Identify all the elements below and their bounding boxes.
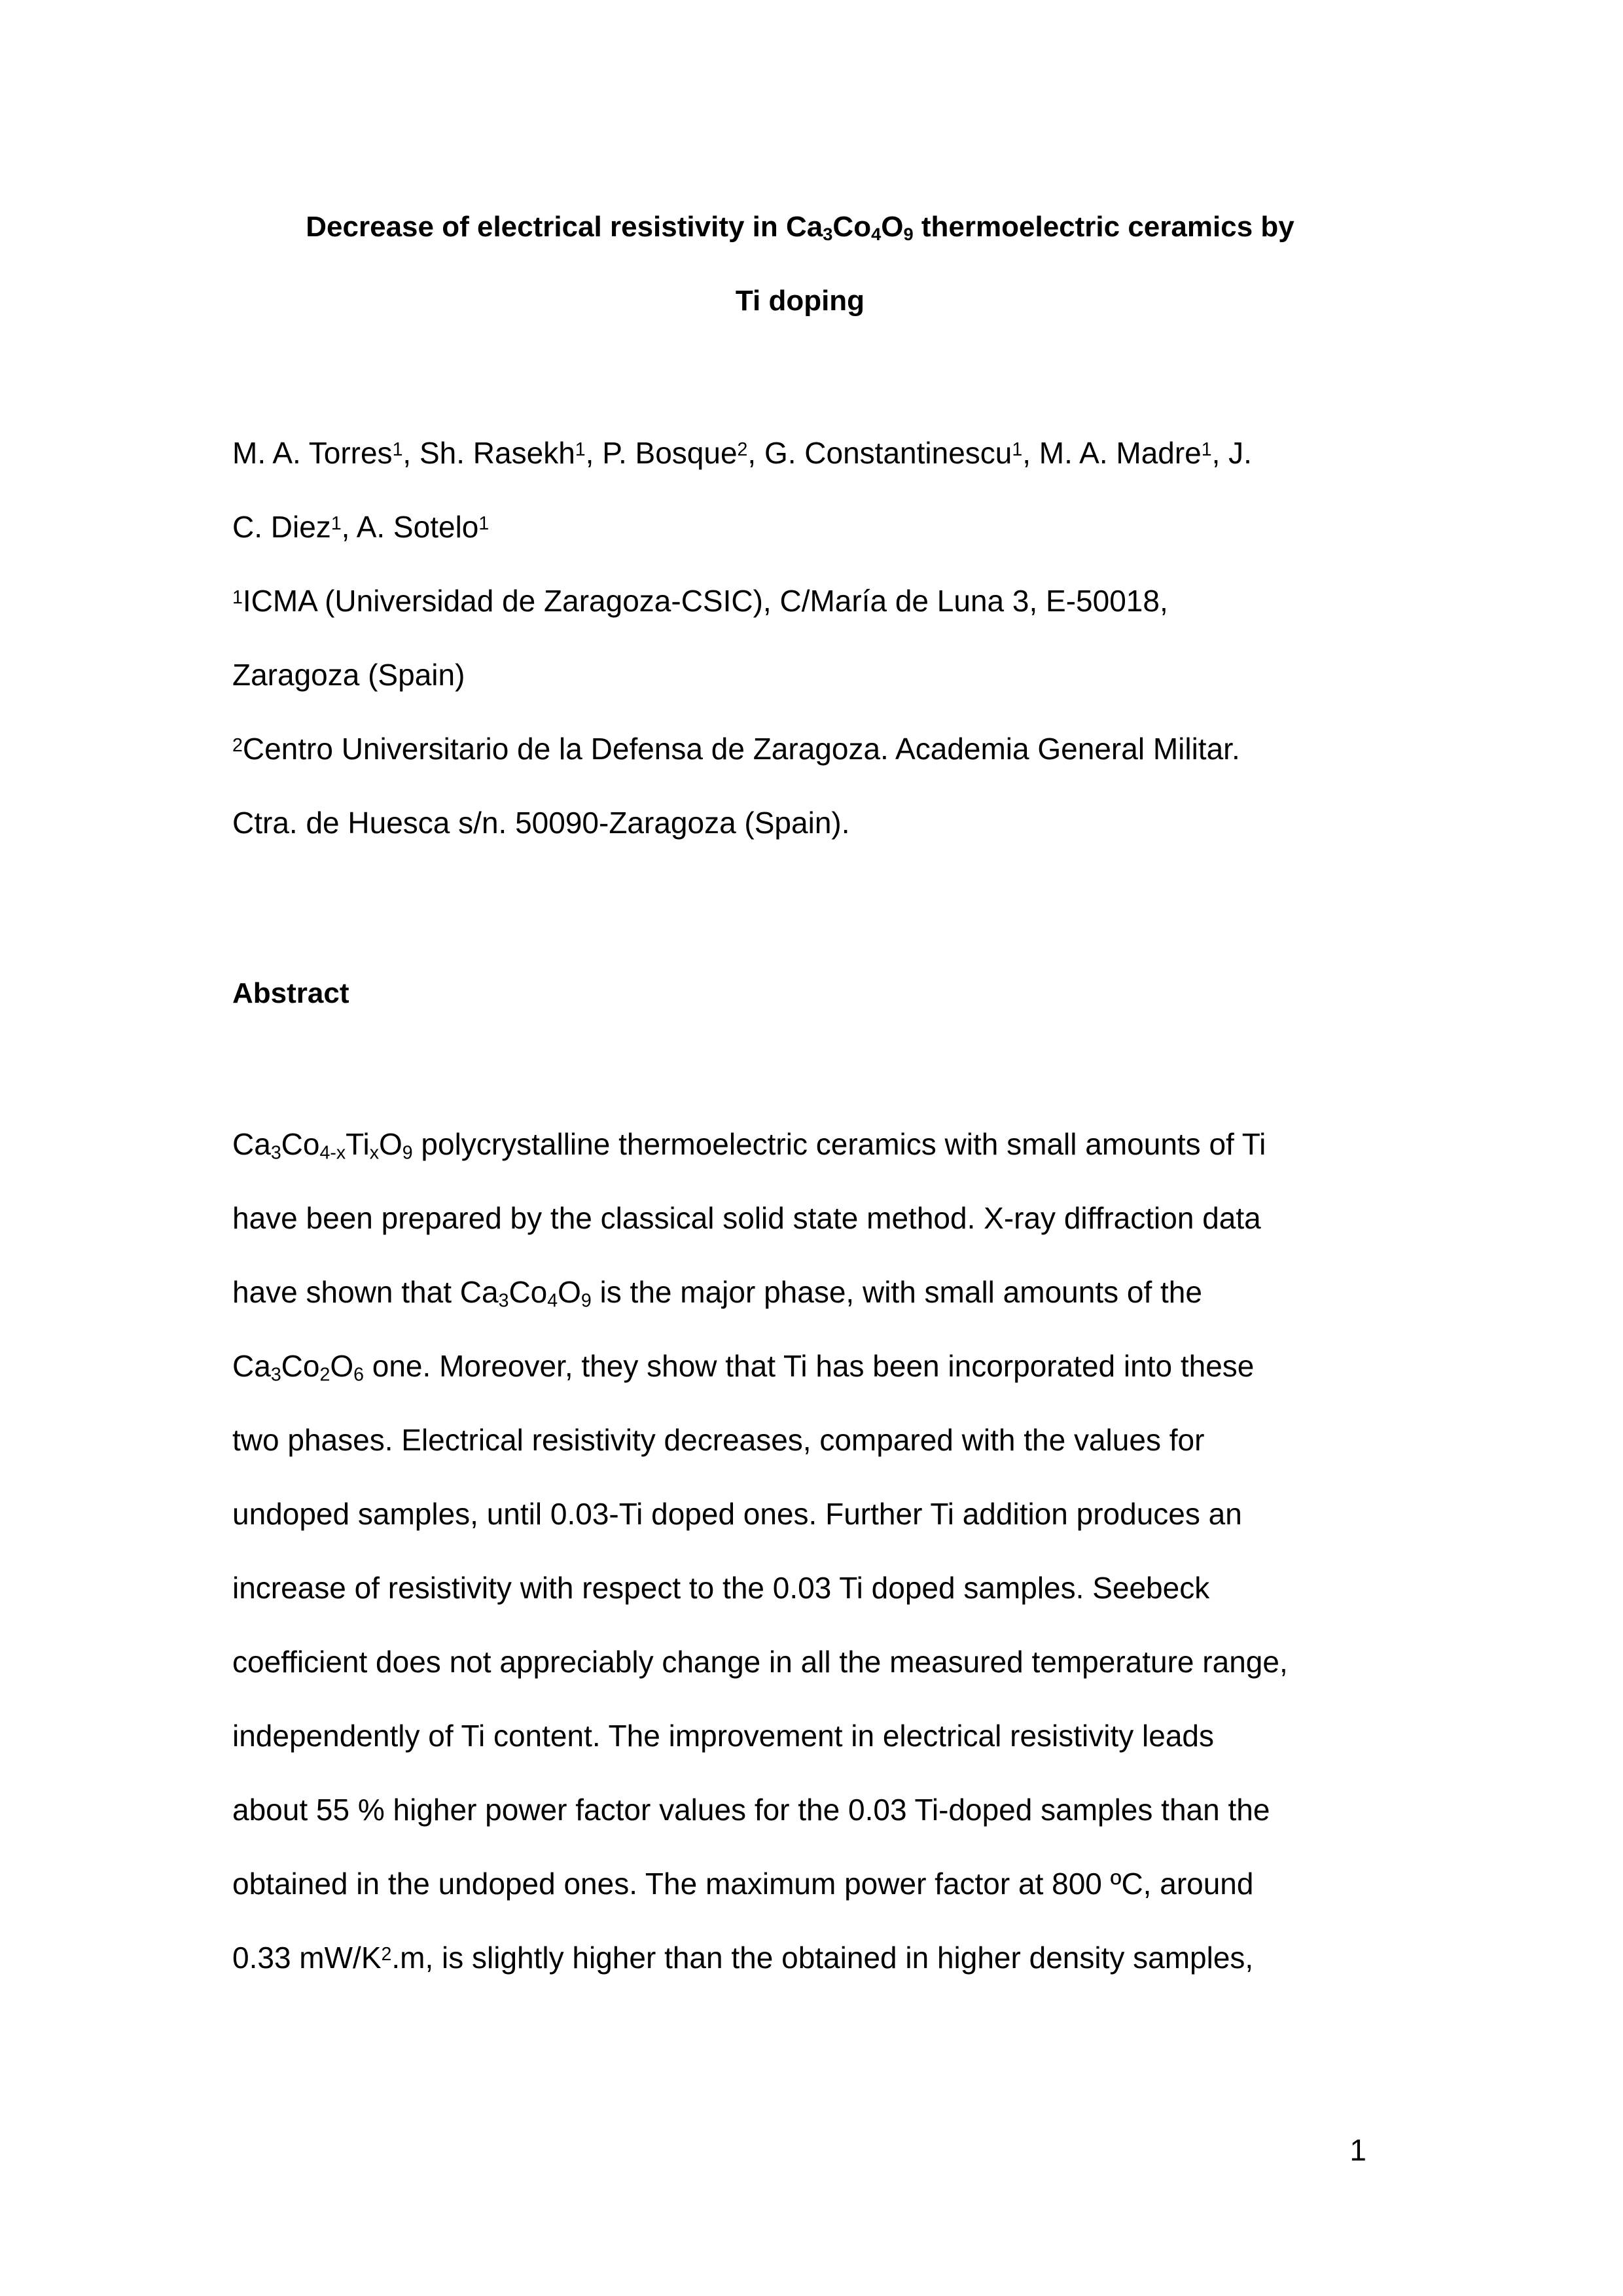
affiliation-line-2: Zaragoza (Spain) (232, 658, 465, 692)
abstract-line-1: $Ca_3Co_{4-x}Ti_xO_9$ polycrystalline thermoelectric ceramics with small amounts of Ti (232, 1127, 1266, 1164)
page-content (232, 0, 1368, 1995)
abstract-line-2: have been prepared by the classical solid state method. X-ray diffraction data (232, 1201, 1261, 1235)
paper-title-line-1: Decrease of electrical resistivity in $Ca_3Co_4O_9$ thermoelectric ceramics by (306, 211, 1294, 244)
abstract-line-8: coefficient does not appreciably change in all the measured temperature range, (232, 1645, 1288, 1679)
abstract-line-11: obtained in the undoped ones. The maximum power factor at 800 ºC, around (232, 1867, 1254, 1901)
abstract-line-4: $Ca_3Co_2O_6$ one. Moreover, they show that Ti has been incorporated into these (232, 1349, 1255, 1386)
paper-title (232, 190, 1368, 338)
abstract-body (232, 1107, 1368, 1995)
author-line-2: C. Diez$^1$, A. Sotelo$^1$ (232, 510, 490, 544)
affiliation-line-3: $^2$Centro Universitario de la Defensa de Zaragoza. Academia General Militar. (232, 732, 1240, 766)
page-number: 1 (1349, 2133, 1366, 2167)
abstract-line-7: increase of resistivity with respect to the 0.03 Ti doped samples. Seebeck (232, 1571, 1210, 1605)
abstract-heading: Abstract (232, 977, 349, 1009)
author-list (232, 416, 1368, 564)
author-line-1: M. A. Torres$^1$, Sh. Rasekh$^1$, P. Bosque$^2$, G. Constantinescu$^1$, M. A. Madre$^1$, J. (232, 436, 1252, 470)
paper-title-line-2: Ti doping (735, 285, 865, 317)
abstract-line-12: 0.33 $mW/K^2.m$, is slightly higher than the obtained in higher density samples, (232, 1941, 1254, 1975)
abstract-line-5: two phases. Electrical resistivity decreases, compared with the values for (232, 1423, 1205, 1457)
affiliation-line-1: $^1$ICMA (Universidad de Zaragoza-CSIC), C/María de Luna 3, E-50018, (232, 584, 1168, 618)
abstract-line-10: about 55 % higher power factor values for the 0.03 Ti-doped samples than the (232, 1793, 1270, 1827)
abstract-line-6: undoped samples, until 0.03-Ti doped ones. Further Ti addition produces an (232, 1497, 1242, 1531)
affiliation-line-4: Ctra. de Huesca s/n. 50090-Zaragoza (Spain). (232, 806, 850, 840)
abstract-line-9: independently of Ti content. The improvement in electrical resistivity leads (232, 1719, 1215, 1753)
affiliation-list (232, 564, 1368, 860)
abstract-line-3: have shown that $Ca_3Co_4O_9$ is the major phase, with small amounts of the (232, 1275, 1202, 1312)
